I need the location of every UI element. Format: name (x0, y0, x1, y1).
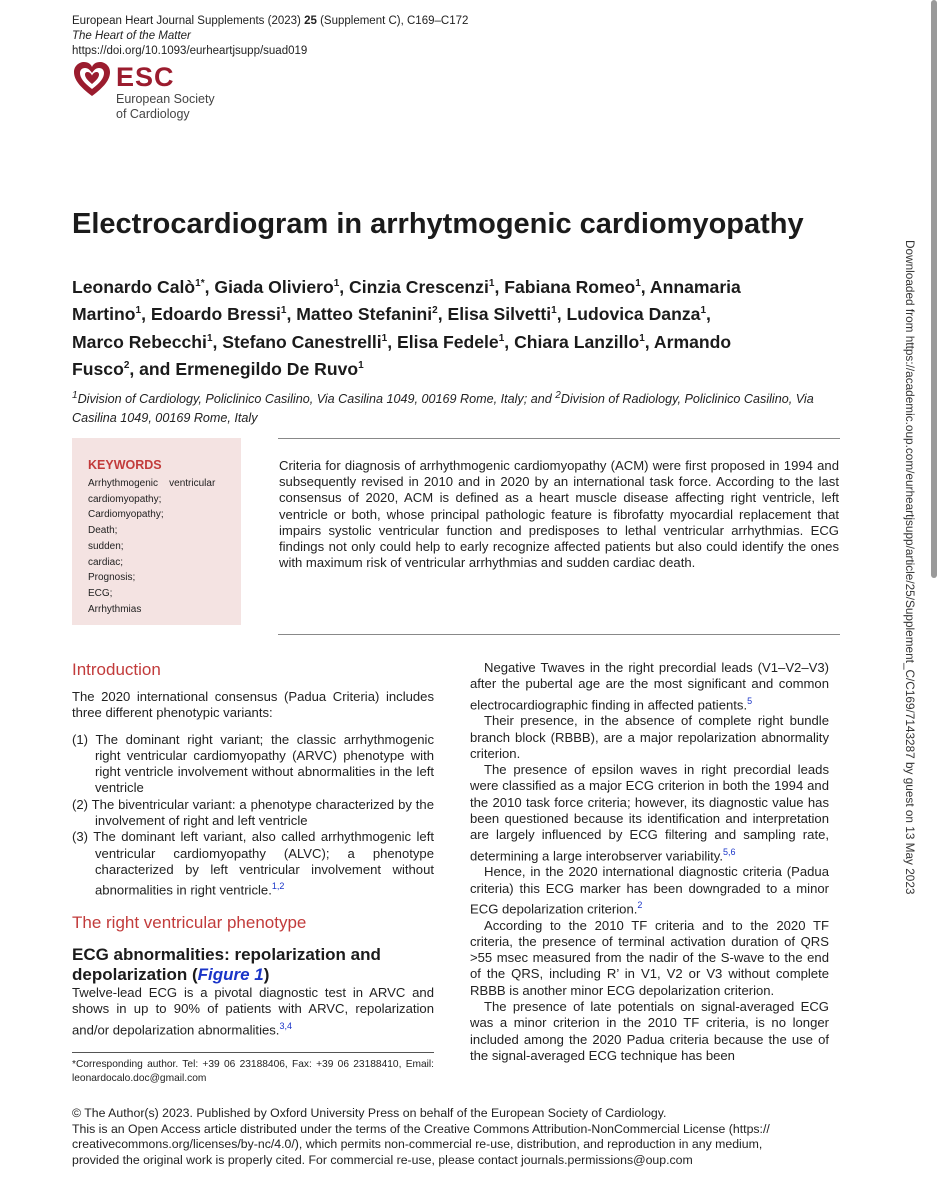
journal-header (72, 14, 468, 59)
scrollbar[interactable] (931, 0, 937, 578)
author-name: Marco Rebecchi (72, 331, 207, 352)
keyword-item: Prognosis; (88, 572, 136, 584)
keyword-item: sudden; (88, 540, 124, 552)
esc-logo-text (116, 62, 215, 122)
esc-name-line1: European Society (116, 92, 215, 106)
esc-acronym: ESC (116, 62, 175, 92)
author-affiliation-sup: 1 (206, 332, 213, 344)
series-name: The Heart of the Matter (72, 30, 191, 42)
author-name: Armando Fusco (72, 331, 732, 379)
author-affiliation-sup: 1 (498, 332, 505, 344)
abstract-top-rule (278, 438, 840, 439)
author-name: Stefano Canestrelli (222, 331, 382, 352)
paragraph-text: The presence of late potentials on signal-averaged ECG was a minor criterion in the 2010 TF criteria, is no longer included among the 2020 Padua criteria because the use of the signal-averaged ECG technique has been (470, 999, 829, 1063)
esc-name-line2: of Cardiology (116, 107, 190, 121)
author-affiliation-sup: 1 (639, 332, 645, 344)
journal-citation: European Heart Journal Supplements (2023) 25 (Supplement C), C169–C172 (72, 15, 469, 27)
body-paragraph (470, 864, 829, 917)
ecg-abnormalities-heading: ECG abnormalities: repolarization and depolarization (Figure 1) (72, 944, 381, 984)
phenotype-list (72, 732, 434, 899)
abstract-bottom-rule (278, 634, 840, 635)
author-affiliation-sup: 1 (280, 305, 287, 317)
paragraph-text: The presence of epsilon waves in right precordial leads were classified as a major ECG criterion in both the 1994 and the 2010 task force criteria; however, its diagnostic value has been questioned because its identification and interpretation are largely influenced by ECG filtering and sampling rate, determining a large interobserver variability. (470, 762, 829, 863)
esc-heart-logo-icon (72, 60, 112, 100)
author-affiliation-sup: 2 (432, 305, 438, 317)
keywords-list (88, 476, 234, 617)
list-text: The dominant left variant, also called arrhythmogenic left ventricular cardiomyopathy (ALVC); a phenotype characterized by left ventricular involvement without abnormalities in right ventricle. (93, 829, 434, 898)
keyword-item: Arrhythmogenic ventricular (88, 478, 216, 489)
license-line: This is an Open Access article distributed under the terms of the Creative Commons Attribution-NonCommercial License (https:// (72, 1121, 770, 1136)
paragraph-text: Hence, in the 2020 international diagnostic criteria (Padua criteria) this ECG marker has been downgraded to a minor ECG depolarization criterion. (470, 864, 829, 917)
right-column (470, 660, 829, 1064)
body-paragraph (470, 713, 829, 762)
list-number: (2) (72, 796, 89, 812)
list-number: (1) (72, 731, 89, 747)
keyword-item: Death; (88, 525, 118, 537)
affiliations: $^1$Division of Cardiology, Policlinico Casilino, Via Casilina 1049, 00169 Rome, Italy; and $^2$Division of Radiology, Policlinico Casilino, Via Casilina 1049, 00169 Rome, Italy (72, 390, 814, 426)
body-paragraph (470, 918, 829, 999)
keyword-item: ECG; (88, 587, 113, 599)
paragraph-text: According to the 2010 TF criteria and to the 2020 TF criteria, the presence of terminal activation duration of QRS >55 msec measured from the nadir of the S-wave to the end of the QRS, including R’ in V1, V2 or V3 without complete RBBB is another minor ECG depolarization criterion. (470, 917, 829, 998)
left-column (72, 660, 434, 1038)
author-affiliation-sup: 2 (123, 360, 130, 372)
keyword-item: cardiac; (88, 556, 124, 568)
citation-link[interactable]: 2 (637, 899, 643, 910)
author-name: Fabiana Romeo (504, 276, 636, 297)
author-name: Leonardo Calò (72, 276, 196, 297)
author-affiliation-sup: 1 (700, 305, 706, 317)
author-affiliation-sup: 1 (358, 360, 364, 372)
author-name: Ermenegildo De Ruvo (175, 358, 359, 379)
download-note: Downloaded from https://academic.oup.com/eurheartjsupp/article/25/Supplement_C/C169/7143287 by guest on 13 May 2023 (903, 240, 917, 895)
footnote-rule (72, 1052, 434, 1053)
body-paragraph (470, 660, 829, 713)
author-affiliation-sup: 1 (488, 278, 495, 289)
author-affiliation-sup: 1 (333, 278, 340, 289)
author-affiliation-sup: 1 (635, 278, 641, 289)
introduction-text: The 2020 international consensus (Padua Criteria) includes three different phenotypic variants: (72, 689, 434, 721)
list-number: (3) (72, 829, 89, 845)
list-text: The biventricular variant: a phenotype characterized by the involvement of right and left ventricle (91, 796, 434, 829)
citation-link[interactable]: 3,4 (279, 1020, 292, 1031)
license-line: creativecommons.org/licenses/by-nc/4.0/), which permits non-commercial re-use, distribution, and reproduction in any medium, (72, 1137, 763, 1152)
author-name: Elisa Silvetti (447, 304, 552, 325)
citation-link[interactable]: 5 (747, 695, 753, 706)
citation-link[interactable]: 1,2 (271, 881, 285, 892)
figure-1-link[interactable]: Figure 1 (197, 964, 264, 984)
author-name: Elisa Fedele (397, 331, 499, 352)
author-name: Edoardo Bressi (150, 304, 281, 325)
keyword-item: cardiomyopathy; (88, 493, 162, 505)
author-name: Chiara Lanzillo (514, 331, 640, 352)
keyword-item: Arrhythmias (88, 603, 142, 615)
license-statement (72, 1106, 852, 1168)
body-paragraph (470, 999, 829, 1064)
citation-link[interactable]: 5,6 (723, 846, 736, 857)
author-affiliation-sup: 1 (381, 332, 388, 344)
keywords-heading: KEYWORDS (88, 458, 162, 472)
body-paragraph (470, 762, 829, 864)
author-name: Matteo Stefanini (296, 304, 433, 325)
license-line: provided the original work is properly cited. For commercial re-use, please contact journals.permissions@oup.com (72, 1152, 693, 1167)
article-title: Electrocardiogram in arrhytmogenic cardiomyopathy (72, 208, 804, 240)
author-name: Ludovica Danza (566, 304, 701, 325)
phenotype-list-item (72, 797, 434, 830)
list-text: The dominant right variant; the classic arrhythmogenic right ventricular cardiomyopathy (ARVC) phenotype with right ventricle involvement without abnormalities in the left ventricle (95, 731, 434, 796)
phenotype-list-item (72, 829, 434, 899)
license-line: © The Author(s) 2023. Published by Oxford University Press on behalf of the European Society of Cardiology. (72, 1106, 667, 1120)
author-affiliation-sup: 1 (551, 305, 557, 317)
author-name: Giada Oliviero (214, 276, 334, 297)
paragraph-text: Negative Twaves in the right precordial leads (V1–V2–V3) after the pubertal age are the most significant and common electrocardiographic finding in affected patients. (470, 660, 829, 712)
author-name: Cinzia Crescenzi (349, 276, 489, 297)
ecg-abnormalities-text: Twelve-lead ECG is a pivotal diagnostic test in ARVC and shows in up to 90% of patients with ARVC, repolarization and/or depolarization abnormalities.$^{3,4}$ (72, 984, 434, 1037)
author-affiliation-sup: 1 (135, 305, 142, 317)
paragraph-text: Their presence, in the absence of complete right bundle branch block (RBBB), are a major repolarization abnormality criterion. (470, 713, 829, 761)
author-name: Annamaria Martino (72, 276, 741, 325)
keyword-item: Cardiomyopathy; (88, 509, 164, 521)
phenotype-list-item (72, 732, 434, 797)
doi-link[interactable]: https://doi.org/10.1093/eurheartjsupp/suad019 (72, 45, 308, 57)
introduction-heading: Introduction (72, 660, 161, 679)
author-list: Leonardo Calò$^{1*}$, Giada Oliviero$^1$, Cinzia Crescenzi$^1$, Fabiana Romeo$^1$, Annamaria Martino$^1$, Edoardo Bressi$^1$, Matteo Stefanini$^2$, Elisa Silvetti$^1$, Ludovica Danza$^1$, Marco Rebecchi$^1$, Stefano Canestrelli$^1$, Elisa Fedele$^1$, Chiara Lanzillo$^1$, Armando Fusco$^2$, and Ermenegildo De Ruvo$^1$ (72, 276, 741, 379)
corresponding-author-footnote: *Corresponding author. Tel: +39 06 23188406, Fax: +39 06 23188410, Email: leonardocalo.doc@gmail.com (72, 1059, 434, 1084)
rv-phenotype-heading: The right ventricular phenotype (72, 912, 307, 932)
author-affiliation-sup: 1* (195, 278, 205, 289)
abstract: Criteria for diagnosis of arrhythmogenic cardiomyopathy (ACM) were first proposed in 1994 and subsequently revised in 2010 and in 2020 by an international task force. According to the last consensus of 2020, ACM is defined as a heart muscle disease affecting right ventricle, left ventricle or both, whose principal pathologic feature is fibrofatty myocardial replacement that impairs systolic ventricular function and predisposes to lethal ventricular arrhythmias. ECG findings not only could help to early recognize affected patients but also could identify the ones with maximum risk of ventricular arrhythmias and sudden cardiac death. (279, 458, 839, 571)
